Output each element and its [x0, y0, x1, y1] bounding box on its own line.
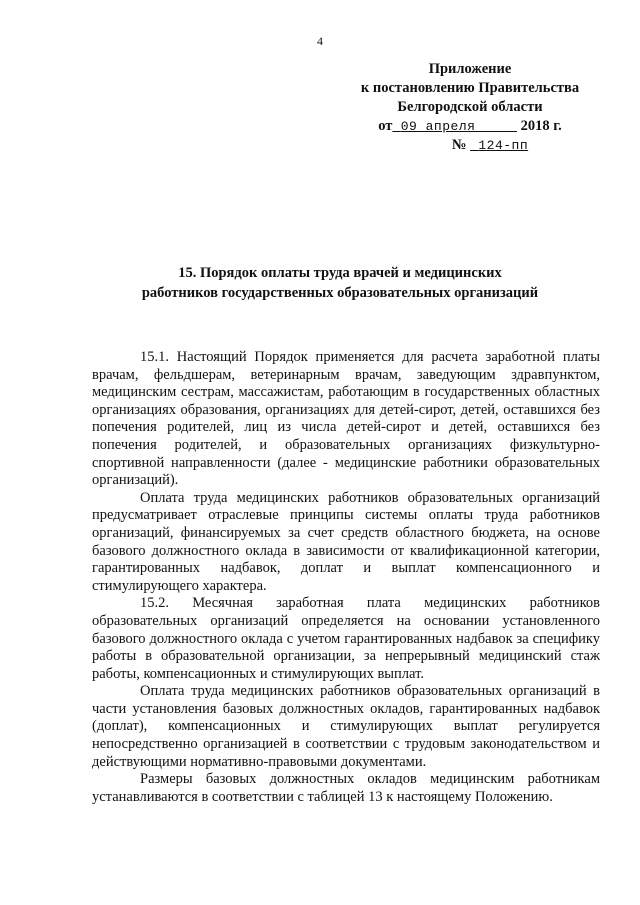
- number-prefix: №: [451, 137, 467, 153]
- paragraph-15-1: 15.1. Настоящий Порядок применяется для расчета заработной платы врачам, фельдшерам, ветеринарным врачам, заведующим здравпунктом, медицинским сестрам, массажистам, работающим в государственных областных организациях образования, организациях для детей-сирот, детей, оставшихся без попечения родителей, лиц из числа детей-сирот и детей, оставшихся без попечения родителей, и образовательных организациях физкультурно-спортивной направленности (далее - медицинские работники образовательных организаций).: [92, 349, 600, 489]
- paragraph-15-2: 15.2. Месячная заработная плата медицинских работников образовательных организаций определяется на основании установленного базового должностного оклада с учетом гарантированных надбавок за специфику работы в образовательной организации, за непрерывный медицинский стаж работы, компенсационных и стимулирующих выплат.: [92, 595, 600, 682]
- date-value: 09 апреля: [400, 119, 476, 134]
- date-year: 2018 г.: [520, 118, 562, 134]
- appendix-header: [320, 60, 620, 155]
- paragraph-pay-principles: Оплата труда медицинских работников образовательных организаций предусматривает отраслевые принципы системы оплаты труда работников организаций, финансируемых за счет средств областного бюджета, на основе базового должностного оклада в зависимости от квалификационной категории, гарантированных надбавок, доплат и выплат компенсационного и стимулирующего характера.: [92, 489, 600, 594]
- appendix-date: [320, 117, 620, 136]
- paragraph-pay-regulation: Оплата труда медицинских работников образовательных организаций в части установления базовых должностных окладов, гарантированных надбавок (доплат), компенсационных и стимулирующих выплат регулируется непосредственно организацией в соответствии с трудовым законодательством и действующими нормативно-правовыми документами.: [92, 683, 600, 770]
- page-number: 4: [317, 34, 323, 48]
- paragraph-salary-sizes: Размеры базовых должностных окладов медицинским работникам устанавливаются в соответствии с таблицей 13 к настоящему Положению.: [92, 771, 600, 805]
- date-prefix: от: [378, 118, 393, 134]
- appendix-region: Белгородской области: [397, 99, 543, 115]
- appendix-number: [320, 136, 620, 155]
- document-body: [92, 349, 600, 806]
- section-title-line-2: работников государственных образовательных организаций: [141, 285, 539, 301]
- number-value: 124-пп: [478, 138, 529, 153]
- section-title: [60, 263, 620, 303]
- appendix-resolution: к постановлению Правительства: [360, 80, 580, 96]
- appendix-title: Приложение: [428, 61, 512, 77]
- section-title-line-1: 15. Порядок оплаты труда врачей и медицинских: [178, 265, 502, 281]
